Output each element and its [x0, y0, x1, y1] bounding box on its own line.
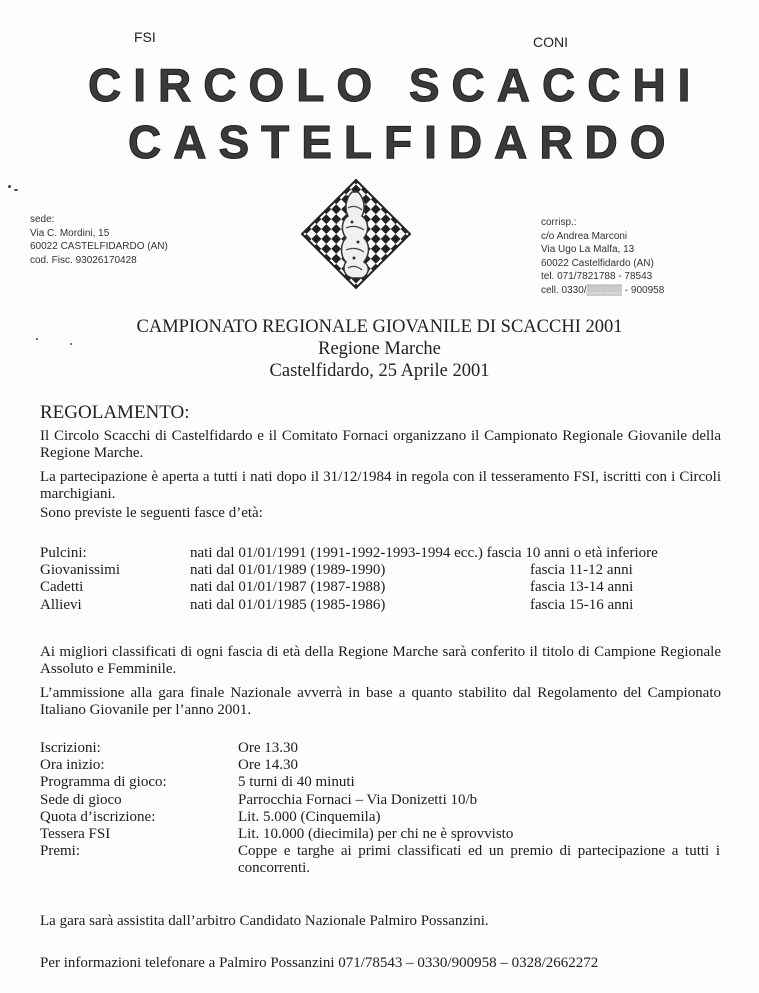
detail-label: Sede di gioco: [40, 791, 122, 808]
awards-paragraph-2: L’ammissione alla gara finale Nazionale avverrà in base a quanto stabilito dal Regolamento del Campionato Italiano Giovanile per l’anno 2001.: [40, 685, 721, 719]
detail-value: Lit. 10.000 (diecimila) per chi ne è sprovvisto: [238, 825, 514, 842]
address-line: Via C. Mordini, 15: [30, 227, 110, 239]
club-name-line1: CIRCOLO SCACCHI: [88, 59, 703, 111]
category-born: nati dal 01/01/1991 (1991-1992-1993-1994 ecc.) fascia 10 anni o età inferiore: [190, 545, 658, 561]
coni-label: CONI: [533, 34, 568, 50]
detail-value: Ore 13.30: [238, 740, 298, 756]
club-name-line2: CASTELFIDARDO: [128, 116, 678, 168]
address-line: Via Ugo La Malfa, 13: [541, 244, 635, 255]
event-place-date: Castelfidardo, 25 Aprile 2001: [269, 361, 490, 381]
event-title: CAMPIONATO REGIONALE GIOVANILE DI SCACCHI 2001: [136, 317, 623, 337]
detail-value: Parrocchia Fornaci – Via Donizetti 10/b: [238, 791, 478, 808]
category-born: nati dal 01/01/1989 (1989-1990): [190, 562, 386, 579]
category-name: Giovanissimi: [40, 562, 121, 579]
event-details: [40, 740, 730, 879]
category-born: nati dal 01/01/1987 (1987-1988): [190, 579, 386, 596]
address-line: cell. 0330/▒▒▒▒▒ - 900958: [541, 284, 665, 296]
category-name: Pulcini:: [40, 545, 87, 561]
detail-row: [40, 843, 730, 879]
category-row: [40, 579, 740, 596]
arbiter-note: La gara sarà assistita dall’arbitro Candidato Nazionale Palmiro Possanzini.: [40, 913, 489, 929]
category-row: [40, 545, 740, 562]
event-header: [0, 316, 759, 382]
contact-info: Per informazioni telefonare a Palmiro Possanzini 071/78543 – 0330/900958 – 0328/2662272: [40, 955, 599, 971]
detail-label: Iscrizioni:: [40, 740, 101, 756]
sede-address: [30, 213, 168, 267]
chessboard-logo-icon: [300, 178, 412, 290]
address-line: 60022 Castelfidardo (AN): [541, 257, 654, 269]
category-name: Allievi: [40, 596, 82, 613]
regolamento-heading: REGOLAMENTO:: [40, 402, 190, 423]
detail-label: Programma di gioco:: [40, 774, 167, 791]
detail-value: Ore 14.30: [238, 757, 298, 774]
address-line: 60022 CASTELFIDARDO (AN): [30, 241, 168, 252]
address-line: corrisp.:: [541, 217, 577, 228]
category-row: [40, 562, 740, 579]
event-region: Regione Marche: [318, 339, 441, 359]
detail-row: [40, 792, 730, 809]
detail-row: [40, 740, 730, 757]
detail-row: [40, 774, 730, 791]
detail-row: [40, 809, 730, 826]
address-line: sede:: [30, 214, 55, 225]
detail-row: [40, 826, 730, 843]
regolamento-paragraph-1: Il Circolo Scacchi di Castelfidardo e il Comitato Fornaci organizzano il Campionato Regionale Giovanile della Regione Marche.: [40, 428, 721, 462]
detail-value: 5 turni di 40 minuti: [238, 774, 355, 791]
regolamento-paragraph-2: La partecipazione è aperta a tutti i nati dopo il 31/12/1984 in regola con il tesseramento FSI, iscritti con i Circoli marchigiani.: [40, 469, 721, 503]
address-line: tel. 071/7821788 - 78543: [541, 271, 653, 282]
detail-label: Ora inizio:: [40, 757, 105, 774]
regolamento-paragraph-3: Sono previste le seguenti fasce d’età:: [40, 505, 263, 521]
correspondence-address: [541, 216, 664, 297]
scan-speck: [14, 189, 18, 191]
detail-value: Coppe e targhe ai primi classificati ed un premio di partecipazione a tutti i concorrenti.: [238, 843, 720, 877]
detail-label: Premi:: [40, 843, 80, 860]
detail-value: Lit. 5.000 (Cinquemila): [238, 808, 381, 825]
scan-speck: [8, 185, 11, 188]
category-born: nati dal 01/01/1985 (1985-1986): [190, 596, 386, 613]
category-row: [40, 597, 740, 614]
address-line: c/o Andrea Marconi: [541, 230, 628, 242]
category-name: Cadetti: [40, 579, 84, 596]
category-band: fascia 13-14 anni: [530, 579, 634, 596]
awards-paragraph-1: Ai migliori classificati di ogni fascia di età della Regione Marche sarà conferito il titolo di Campione Regionale Assoluto e Femminile.: [40, 644, 721, 678]
category-band: fascia 15-16 anni: [530, 596, 634, 613]
detail-label: Quota d’iscrizione:: [40, 808, 156, 825]
detail-label: Tessera FSI: [40, 825, 111, 842]
fsi-label: FSI: [134, 29, 156, 45]
category-band: fascia 11-12 anni: [530, 562, 633, 579]
detail-row: [40, 757, 730, 774]
address-line: cod. Fisc. 93026170428: [30, 254, 137, 266]
age-categories: [40, 545, 740, 614]
